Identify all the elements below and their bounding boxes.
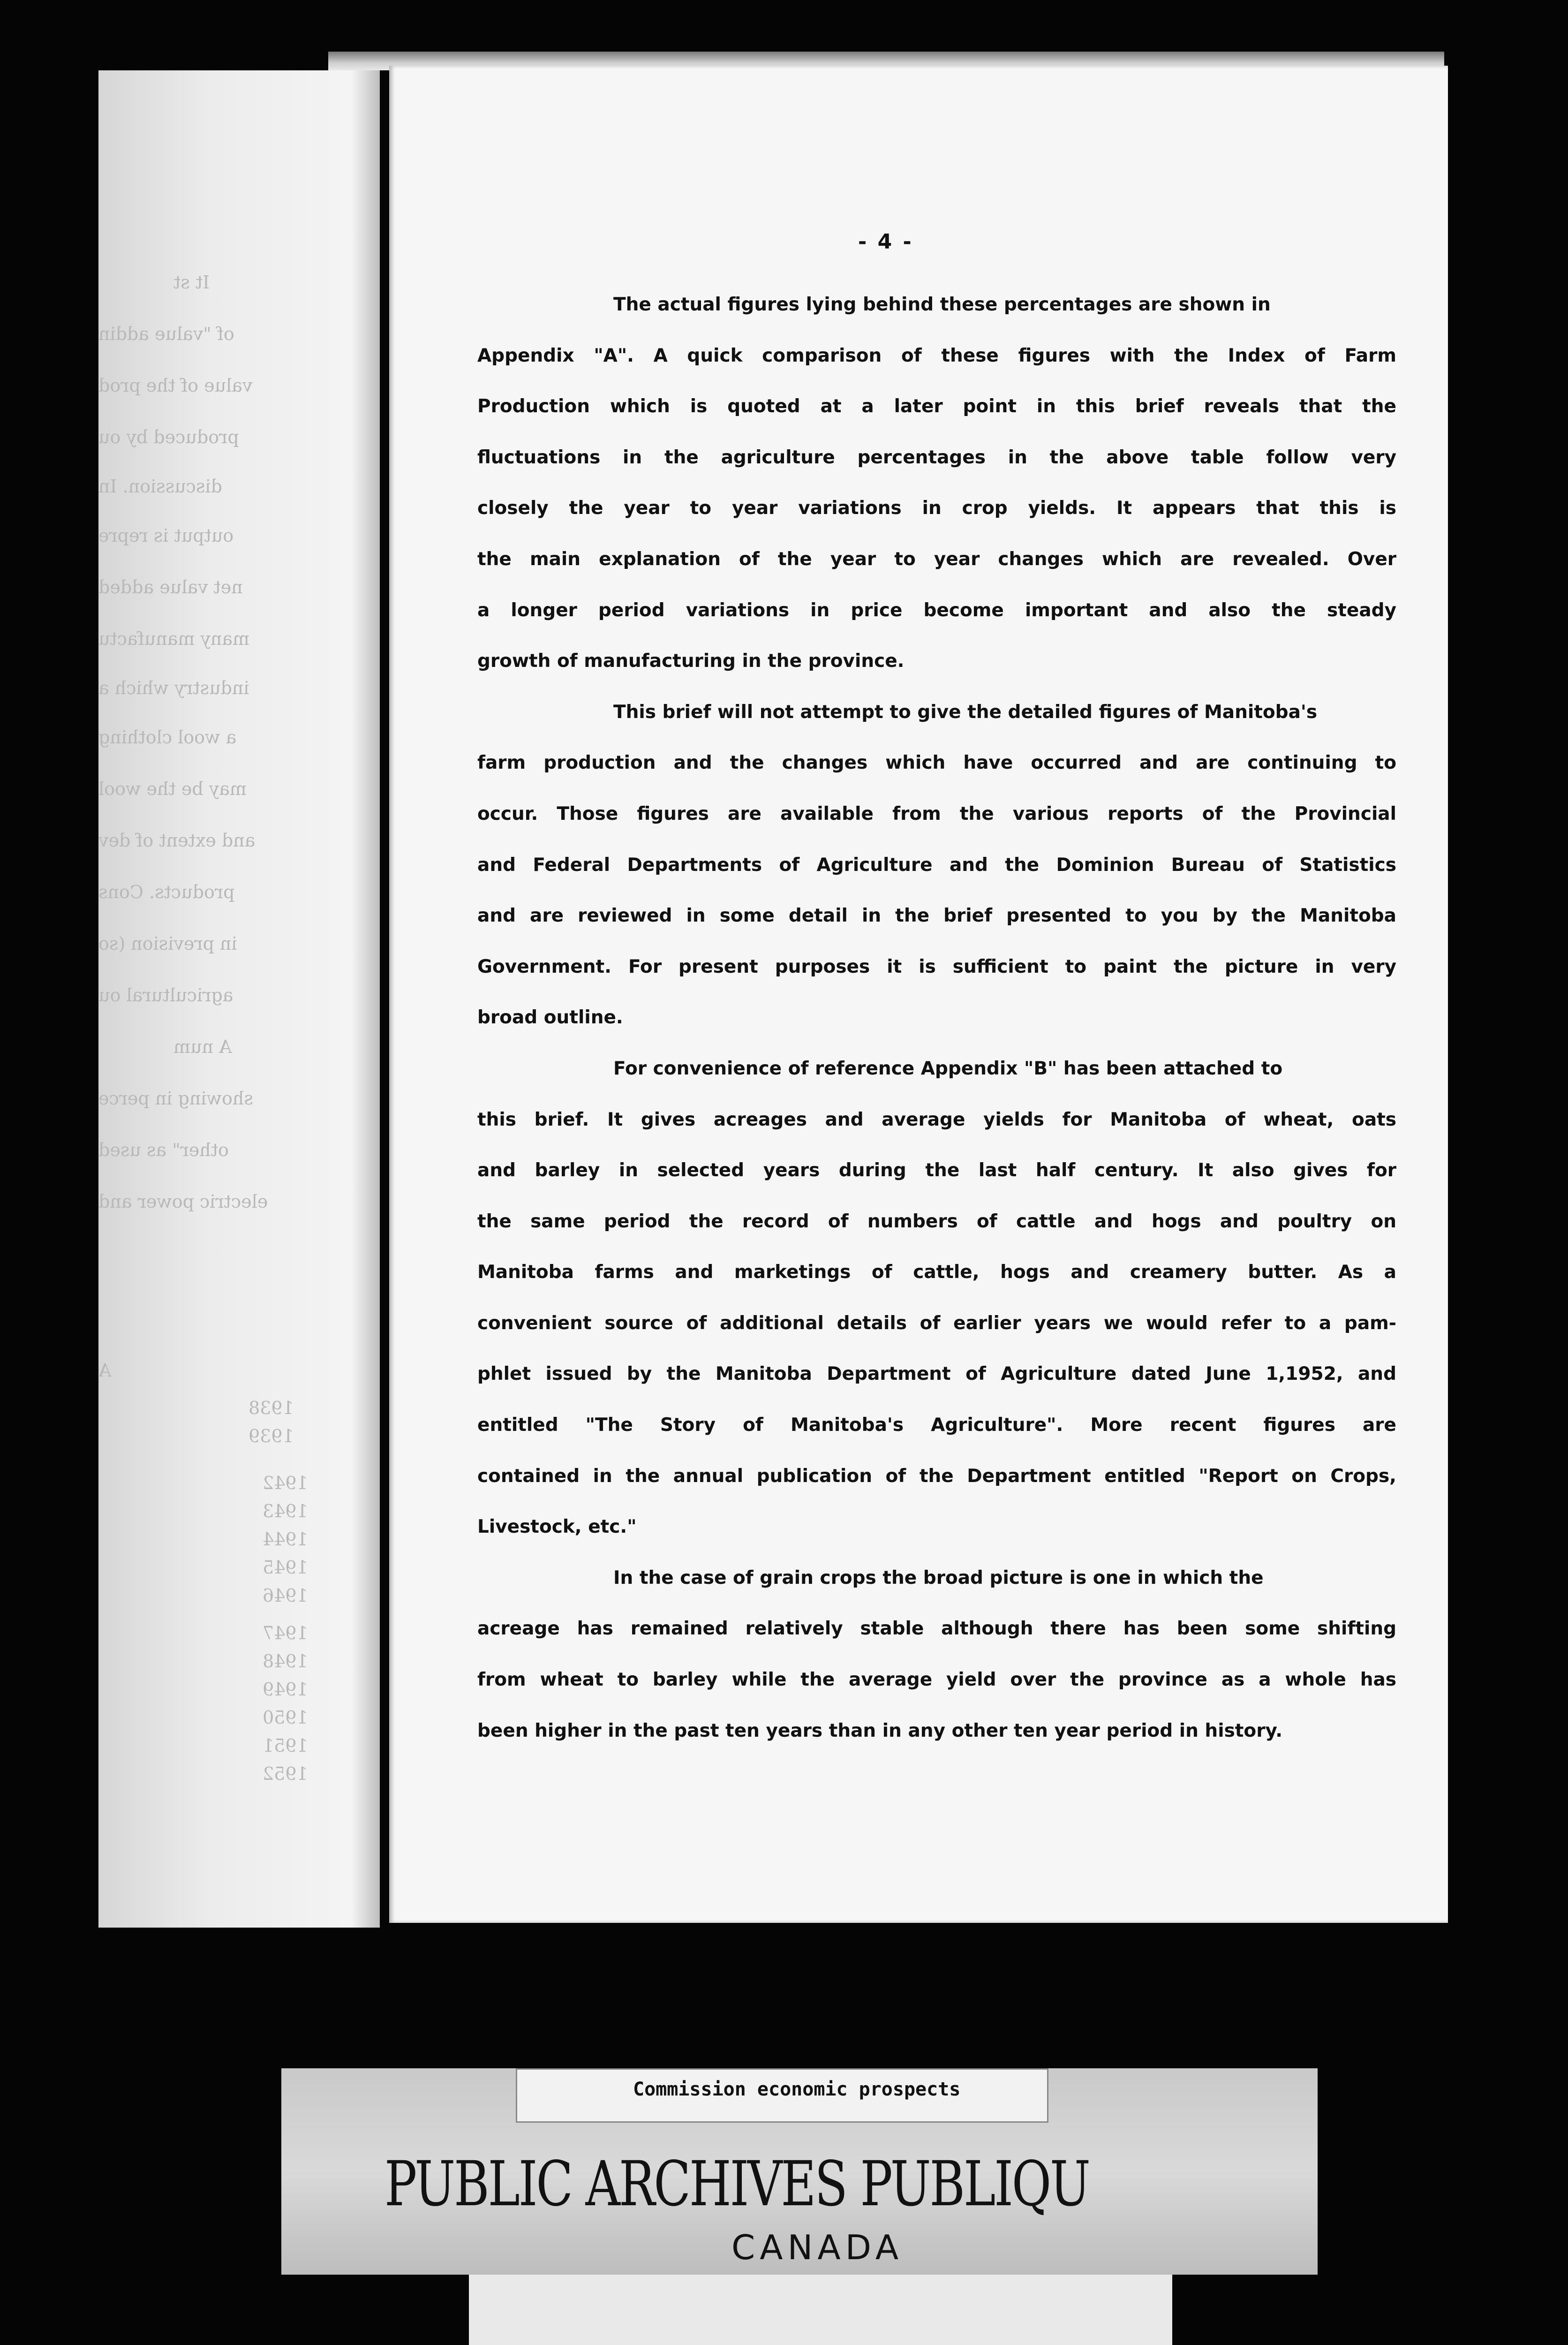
left-page-fragment: showing in perce: [98, 1088, 253, 1109]
text-line: entitled "The Story of Manitoba's Agriculture". More recent figures are: [477, 1415, 1396, 1436]
text-line: Government. For present purposes it is sufficient to paint the picture in very: [477, 956, 1396, 977]
left-page-fragment: 1944: [263, 1529, 308, 1550]
text-line: The actual figures lying behind these percentages are shown in: [613, 294, 1271, 315]
left-page-fragment: value of the prod: [98, 375, 253, 396]
left-page-fragment: 1946: [263, 1585, 308, 1606]
left-page-fragment: output is repre: [98, 525, 234, 546]
text-line: closely the year to year variations in crop yields. It appears that this is: [477, 498, 1396, 519]
left-page-fragment: 1952: [263, 1763, 308, 1784]
archive-title: PUBLIC ARCHIVES PUBLIQU: [384, 2148, 1089, 2220]
page-number: - 4 -: [858, 230, 913, 254]
text-line: this brief. It gives acreages and average yields for Manitoba of wheat, oats: [477, 1109, 1396, 1130]
bottom-card: [469, 2275, 1172, 2345]
left-page-fragment: 1951: [263, 1735, 308, 1756]
text-line: the main explanation of the year to year changes which are revealed. Over: [477, 548, 1396, 570]
left-page-fragment: It st: [173, 272, 210, 293]
text-line: Manitoba farms and marketings of cattle, hogs and creamery butter. As a: [477, 1262, 1396, 1283]
left-page-fragment: industry which a: [98, 678, 249, 698]
text-line: acreage has remained relatively stable although there has been some shifting: [477, 1618, 1396, 1640]
text-line: and Federal Departments of Agriculture and the Dominion Bureau of Statistics: [477, 854, 1396, 876]
text-line: a longer period variations in price become important and also the steady: [477, 599, 1396, 621]
text-line: contained in the annual publication of the Department entitled "Report on Crops,: [477, 1465, 1396, 1487]
left-page-fragment: A: [98, 1360, 112, 1381]
left-page-fragment: 1950: [263, 1707, 308, 1728]
left-page-fragment: many manufactu: [98, 628, 250, 649]
text-line: convenient source of additional details of earlier years we would refer to a pam-: [477, 1312, 1396, 1334]
text-line: Production which is quoted at a later point in this brief reveals that the: [477, 396, 1396, 417]
left-page-fragment: other" as used: [98, 1140, 229, 1160]
left-page-fragment: net value added: [98, 577, 243, 598]
left-page-fragment: 1947: [263, 1623, 308, 1643]
text-line: Livestock, etc.": [477, 1516, 637, 1538]
left-page-fragment: and extent of dev: [98, 830, 256, 851]
text-line: This brief will not attempt to give the detailed figures of Manitoba's: [613, 701, 1318, 723]
body-text: [477, 280, 1396, 1756]
left-page-fragment: 1949: [263, 1679, 308, 1700]
text-line: been higher in the past ten years than in any other ten year period in history.: [477, 1720, 1283, 1741]
text-line: fluctuations in the agriculture percentages in the above table follow very: [477, 446, 1396, 468]
left-page-fragment: of "value addin: [98, 324, 234, 344]
left-page-fragment: products. Cons: [98, 882, 235, 902]
text-line: For convenience of reference Appendix "B" has been attached to: [613, 1058, 1283, 1079]
left-page-fragment: A num: [173, 1036, 232, 1057]
text-line: In the case of grain crops the broad picture is one in which the: [613, 1567, 1264, 1589]
left-page-fragment: in prevision (so: [98, 933, 237, 954]
text-line: occur. Those figures are available from the various reports of the Provincial: [477, 803, 1396, 825]
text-line: broad outline.: [477, 1007, 623, 1029]
left-page-fragment: 1943: [263, 1501, 308, 1521]
left-page-fragment: 1942: [263, 1473, 308, 1493]
text-line: from wheat to barley while the average yield over the province as a whole has: [477, 1669, 1396, 1691]
left-page-fragment: 1939: [249, 1426, 294, 1446]
text-line: growth of manufacturing in the province.: [477, 651, 905, 672]
left-page-fragment: 1938: [249, 1398, 294, 1418]
left-page-fragment: 1945: [263, 1557, 308, 1578]
text-line: Appendix "A". A quick comparison of these figures with the Index of Farm: [477, 345, 1396, 366]
left-page-fragment: produced by ou: [98, 427, 239, 447]
text-line: and barley in selected years during the last half century. It also gives for: [477, 1160, 1396, 1181]
left-page-fragment: may be the wool: [98, 779, 247, 799]
text-line: phlet issued by the Manitoba Department of Agriculture dated June 1,1952, and: [477, 1363, 1396, 1385]
left-page-fragment: electric power and: [98, 1191, 268, 1212]
left-page-fragment: a wool clothing: [98, 727, 237, 748]
archive-subject-label: Commission economic prospects: [633, 2079, 961, 2100]
archive-country: CANADA: [731, 2228, 904, 2267]
text-line: the same period the record of numbers of cattle and hogs and poultry on: [477, 1210, 1396, 1232]
text-line: and are reviewed in some detail in the brief presented to you by the Manitoba: [477, 905, 1396, 927]
left-page-fragment: discussion. In: [98, 476, 222, 497]
left-page-fragment: 1948: [263, 1651, 308, 1672]
left-page-fragment: agricultural ou: [98, 985, 234, 1006]
text-line: farm production and the changes which have occurred and are continuing to: [477, 752, 1396, 774]
